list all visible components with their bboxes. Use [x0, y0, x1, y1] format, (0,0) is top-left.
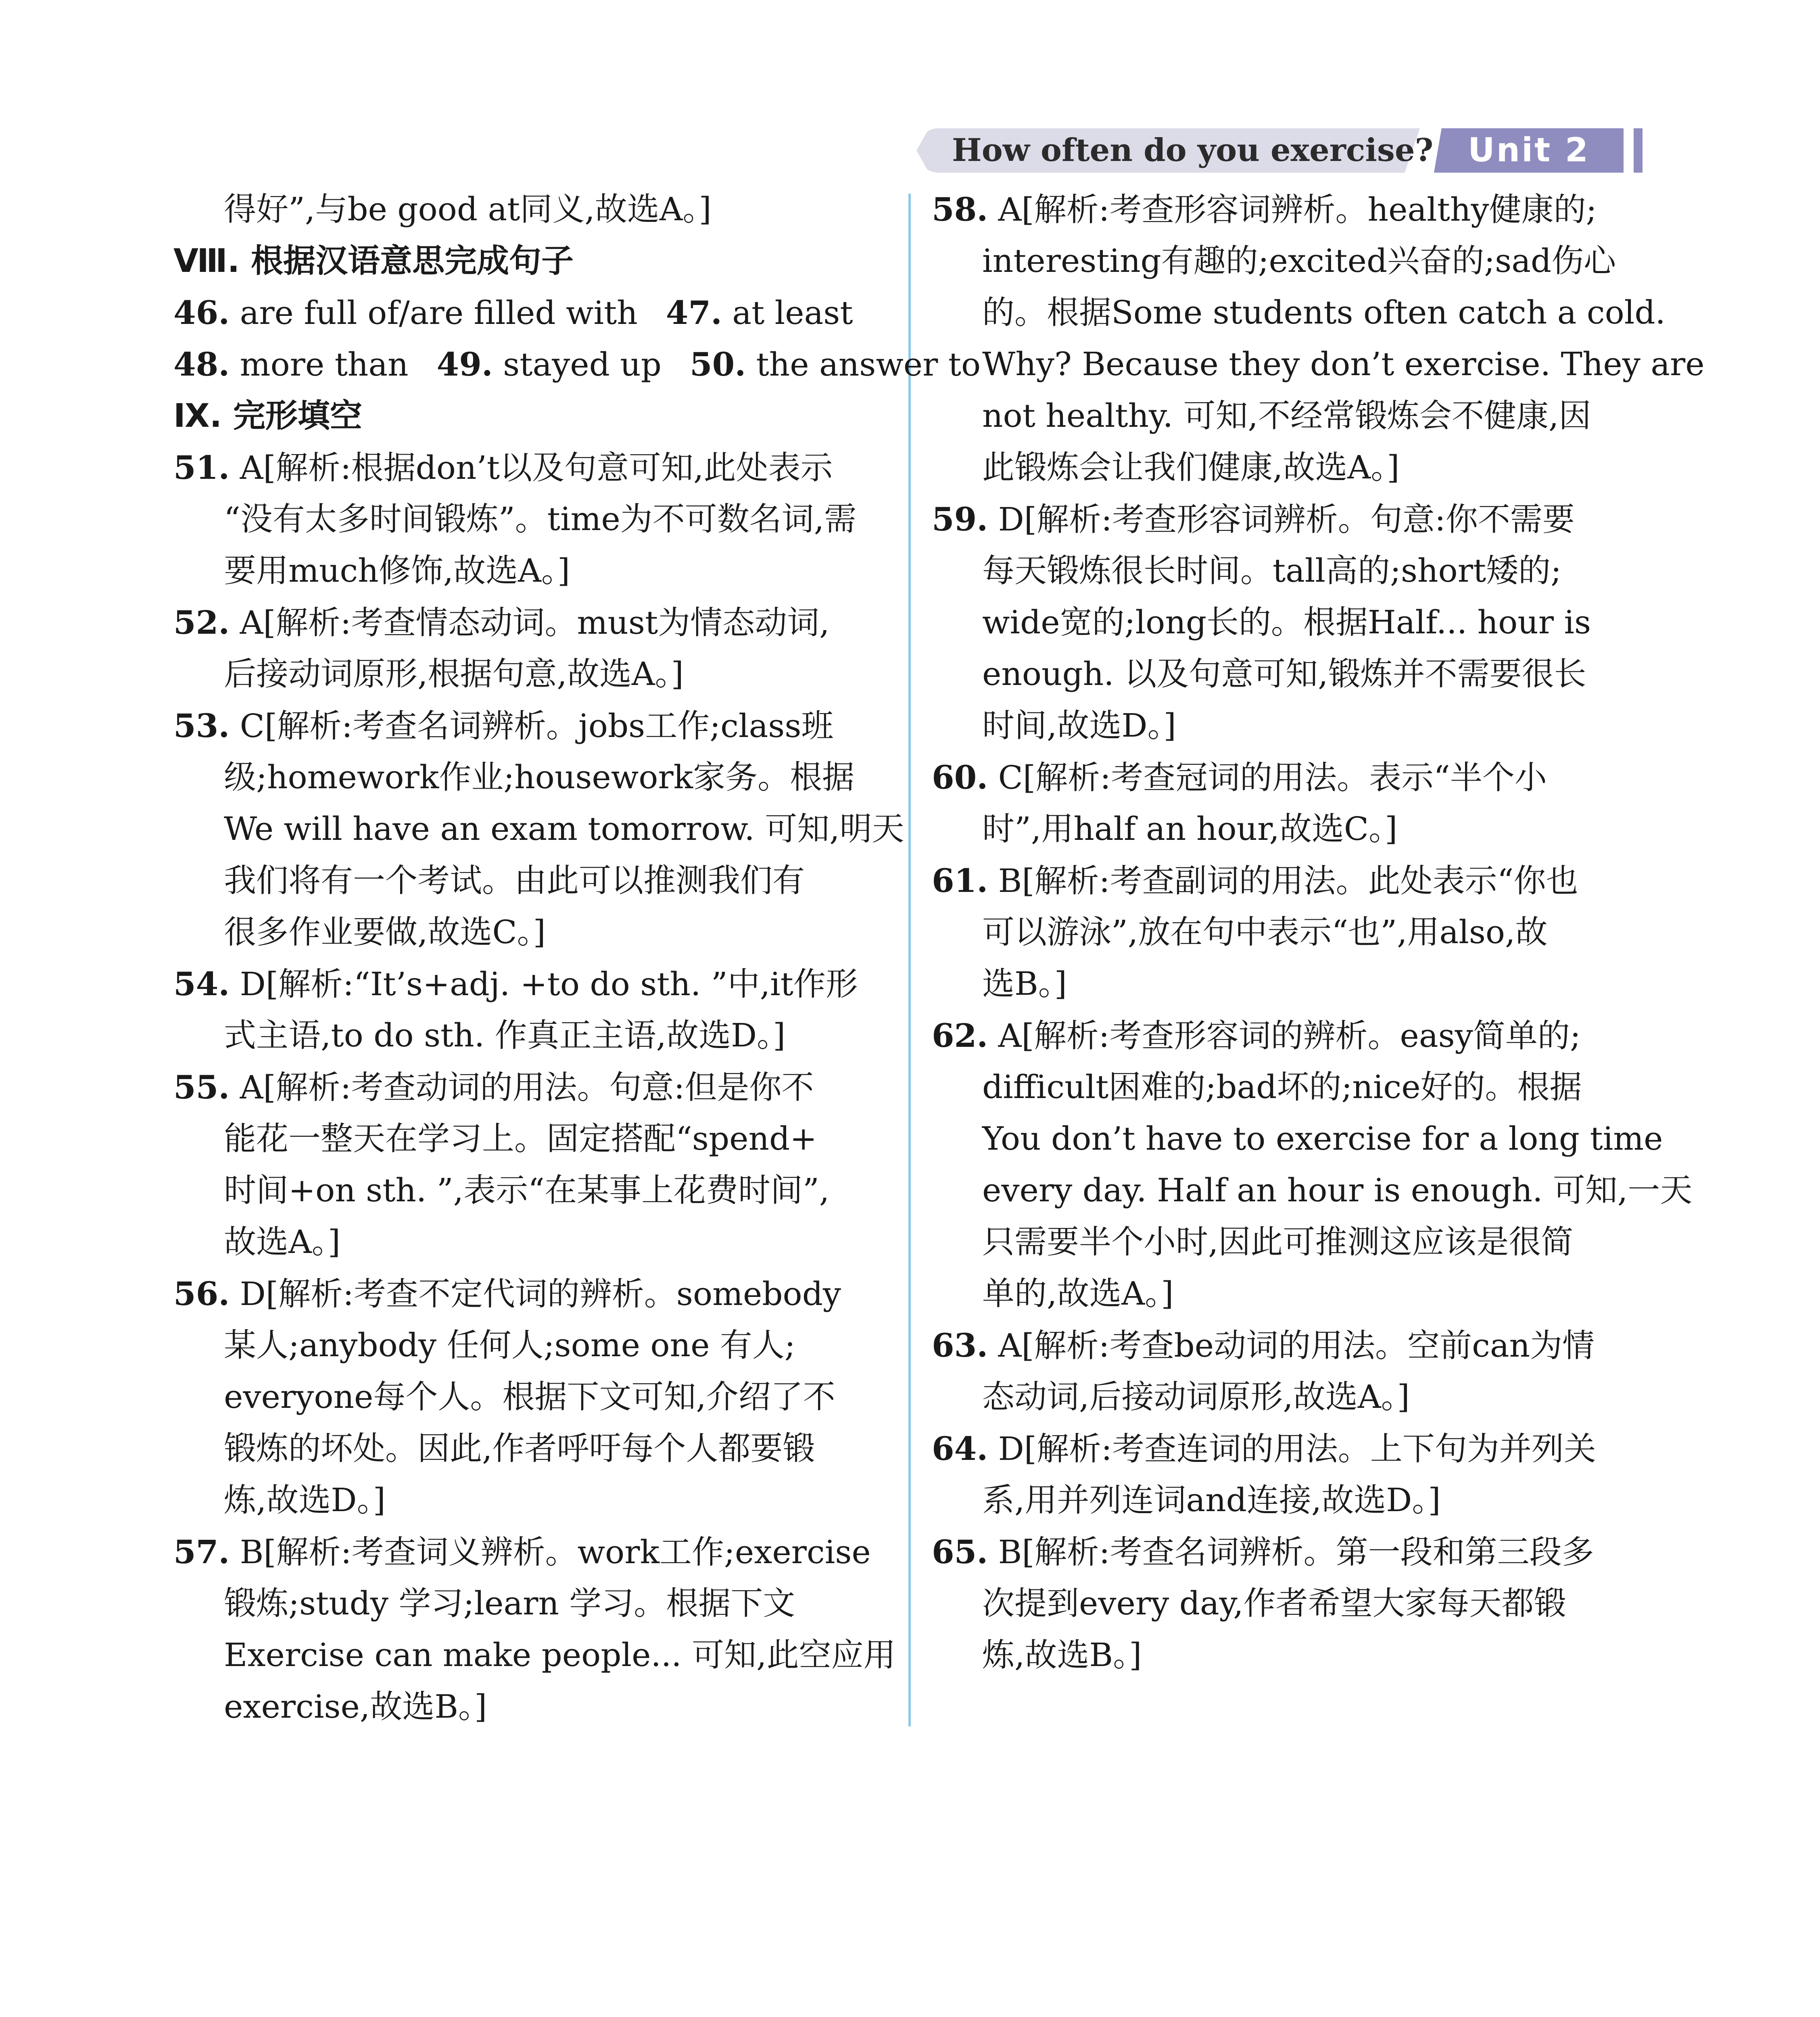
text-line: 锻炼的坏处。因此,作者呼吁每个人都要锻	[224, 1430, 815, 1467]
text-line: 锻炼;study 学习;learn 学习。根据下文	[224, 1585, 795, 1622]
text-line: 我们将有一个考试。由此可以推测我们有	[224, 862, 805, 899]
right-column	[932, 184, 1705, 1681]
text-line: 时”,用half an hour,故选C。]	[982, 810, 1398, 848]
answer-text: at least	[722, 294, 853, 332]
answer-line	[932, 752, 1646, 803]
question-number: 51.	[173, 449, 230, 487]
text-line: “没有太多时间锻炼”。time为不可数名词,需	[224, 500, 857, 538]
answer-text: A[解析:考查动词的用法。句意:但是你不	[230, 1069, 814, 1106]
text-line: 后接动词原形,根据句意,故选A。]	[224, 655, 684, 693]
text-line: everyone每个人。根据下文可知,介绍了不	[224, 1378, 835, 1416]
text-line: not healthy. 可知,不经常锻炼会不健康,因	[982, 397, 1591, 434]
question-number: 60.	[932, 758, 988, 796]
answer-text: C[解析:考查冠词的用法。表示“半个小	[988, 759, 1547, 796]
question-number: 61.	[932, 862, 988, 900]
answer-text: B[解析:考查名词辨析。第一段和第三段多	[988, 1533, 1594, 1571]
answer-line	[173, 700, 887, 752]
text-line: 系,用并列连词and连接,故选D。]	[982, 1481, 1441, 1519]
question-number: 52.	[173, 603, 230, 641]
question-number: 62.	[932, 1017, 988, 1054]
answer-text: more than	[230, 346, 409, 383]
answer-line	[932, 1010, 1646, 1061]
question-number: 63.	[932, 1326, 988, 1364]
text-line: 选B。]	[982, 965, 1067, 1002]
text-line: 炼,故选D。]	[224, 1481, 386, 1519]
answer-line	[932, 1526, 1646, 1578]
section-heading: Ⅷ. 根据汉语意思完成句子	[173, 242, 574, 280]
answer-line	[932, 1423, 1646, 1474]
text-line: 每天锻炼很长时间。tall高的;short矮的;	[982, 552, 1562, 589]
question-number: 49.	[436, 345, 493, 383]
text-line: every day. Half an hour is enough. 可知,一天	[982, 1171, 1693, 1209]
question-number: 64.	[932, 1430, 988, 1468]
text-line: 很多作业要做,故选C。]	[224, 913, 546, 951]
answer-text: C[解析:考查名词辨析。jobs工作;class班	[230, 707, 834, 745]
text-line: 只需要半个小时,因此可推测这应该是很简	[982, 1223, 1574, 1261]
text-line: 式主语,to do sth. 作真正主语,故选D。]	[224, 1017, 786, 1054]
answer-text: D[解析:考查形容词辨析。句意:你不需要	[988, 501, 1575, 538]
answer-line	[173, 338, 981, 390]
question-number: 56.	[173, 1275, 230, 1313]
section-heading: Ⅸ. 完形填空	[173, 397, 362, 434]
header-edge-bar	[1634, 128, 1643, 173]
answer-line	[173, 287, 887, 338]
answer-text: D[解析:“It’s+adj. +to do sth. ”中,it作形	[230, 965, 858, 1003]
text-line: exercise,故选B。]	[224, 1688, 487, 1725]
answer-line	[932, 493, 1646, 545]
answer-line	[173, 1526, 887, 1578]
question-number: 54.	[173, 965, 230, 1003]
answer-text: the answer to	[746, 346, 981, 383]
text-line: 能花一整天在学习上。固定搭配“spend+	[224, 1120, 817, 1157]
answer-text: B[解析:考查词义辨析。work工作;exercise	[230, 1533, 871, 1571]
answer-text: D[解析:考查不定代词的辨析。somebody	[230, 1275, 841, 1313]
text-line: We will have an exam tomorrow. 可知,明天	[224, 810, 904, 848]
text-line: You don’t have to exercise for a long time	[982, 1120, 1663, 1157]
answer-line	[932, 1320, 1646, 1371]
header-title: How often do you exercise?	[952, 132, 1434, 169]
question-number: 50.	[689, 345, 746, 383]
text-line: 单的,故选A。]	[982, 1275, 1174, 1312]
answer-text: are full of/are filled with	[230, 294, 638, 332]
text-line: 次提到every day,作者希望大家每天都锻	[982, 1585, 1566, 1622]
answer-line	[932, 184, 1646, 235]
question-number: 59.	[932, 500, 988, 538]
text-line: 态动词,后接动词原形,故选A。]	[982, 1378, 1410, 1416]
text-line: 的。根据Some students often catch a cold.	[982, 294, 1666, 331]
text-line: interesting有趣的;excited兴奋的;sad伤心	[982, 242, 1616, 280]
text-line: 时间+on sth. ”,表示“在某事上花费时间”,	[224, 1171, 830, 1209]
question-number: 48.	[173, 345, 230, 383]
answer-text: A[解析:考查情态动词。must为情态动词,	[230, 604, 830, 641]
answer-text: stayed up	[493, 346, 662, 383]
text-line: 此锻炼会让我们健康,故选A。]	[982, 449, 1400, 486]
question-number: 46.	[173, 294, 230, 332]
answer-line	[173, 958, 887, 1010]
answer-line	[173, 1268, 887, 1320]
column-divider	[908, 194, 911, 1727]
unit-badge-label: Unit 2	[1468, 131, 1590, 169]
text-line: difficult困难的;bad坏的;nice好的。根据	[982, 1068, 1582, 1106]
text-line: enough. 以及句意可知,锻炼并不需要很长	[982, 655, 1586, 693]
answer-line	[173, 442, 887, 493]
question-number: 57.	[173, 1533, 230, 1571]
question-number: 55.	[173, 1068, 230, 1106]
text-line: 炼,故选B。]	[982, 1636, 1142, 1674]
text-line: Why? Because they don’t exercise. They are	[982, 345, 1705, 383]
text-line: wide宽的;long长的。根据Half... hour is	[982, 603, 1591, 641]
answer-text: A[解析:考查形容词辨析。healthy健康的;	[988, 191, 1597, 228]
answer-text: A[解析:考查be动词的用法。空前can为情	[988, 1327, 1595, 1364]
answer-text: A[解析:根据don’t以及句意可知,此处表示	[230, 449, 833, 487]
text-line: 得好”,与be good at同义,故选A。]	[224, 190, 712, 228]
answer-text: D[解析:考查连词的用法。上下句为并列关	[988, 1430, 1596, 1468]
text-line: 可以游泳”,放在句中表示“也”,用also,故	[982, 913, 1548, 951]
text-line: Exercise can make people... 可知,此空应用	[224, 1636, 896, 1674]
answer-text: B[解析:考查副词的用法。此处表示“你也	[988, 862, 1578, 900]
question-number: 53.	[173, 707, 230, 745]
question-number: 47.	[666, 294, 722, 332]
text-line: 故选A。]	[224, 1223, 340, 1261]
answer-line	[173, 1061, 887, 1113]
question-number: 58.	[932, 190, 988, 228]
answer-line	[173, 597, 887, 648]
text-line: 要用much修饰,故选A。]	[224, 552, 570, 589]
text-line: 时间,故选D。]	[982, 707, 1176, 744]
answer-line	[932, 855, 1646, 906]
question-number: 65.	[932, 1533, 988, 1571]
answer-text: A[解析:考查形容词的辨析。easy简单的;	[988, 1017, 1581, 1054]
text-line: 级;homework作业;housework家务。根据	[224, 758, 855, 796]
text-line: 某人;anybody 任何人;some one 有人;	[224, 1326, 795, 1364]
